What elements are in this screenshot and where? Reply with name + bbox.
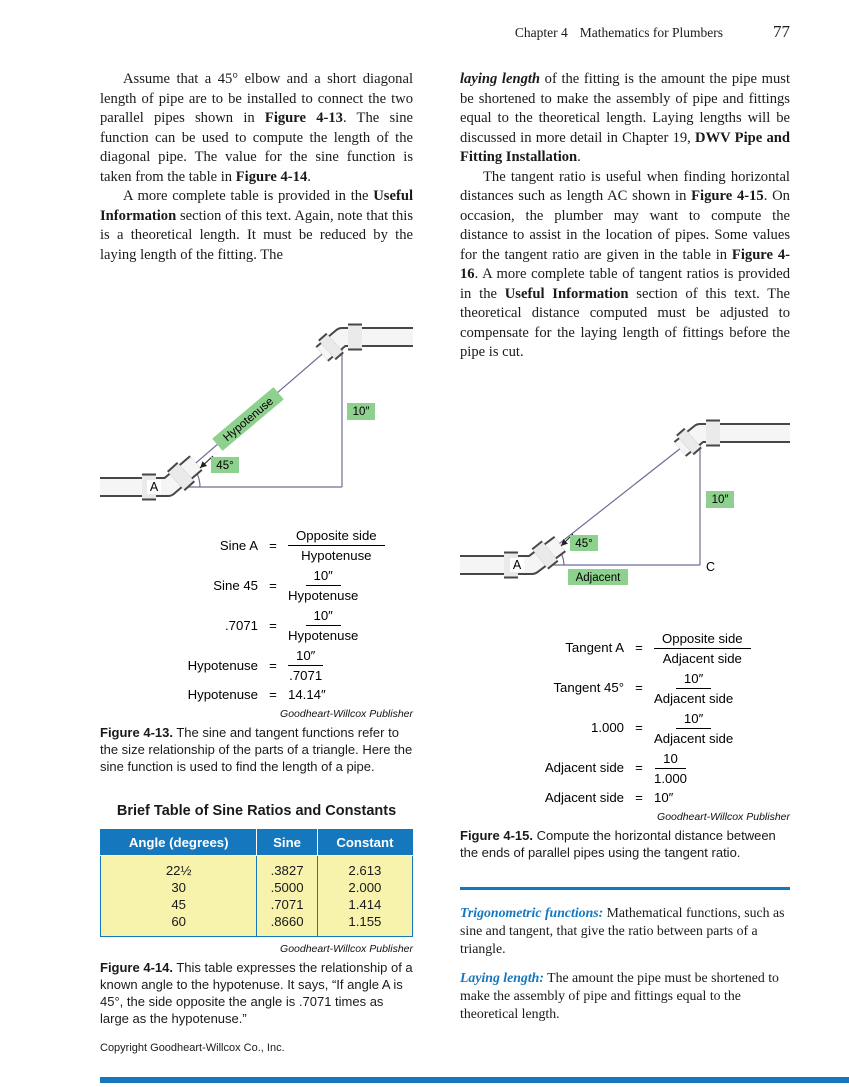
figure-4-13-caption: Figure 4-13. The sine and tangent functions refer to the size relationship of the parts of a triangle. Here the sine function is used to find the length of a pipe. (100, 725, 413, 774)
publisher-credit: Goodheart-Willcox Publisher (280, 943, 413, 955)
svg-text:10″: 10″ (711, 493, 729, 506)
glossary-divider (460, 887, 790, 890)
upper-pipe (680, 433, 790, 449)
chapter-title: Mathematics for Plumbers (579, 25, 723, 40)
paragraph: laying length of the fitting is the amount the pipe must be shortened to make the assembly of pipe and fittings equal to the theoretical length. Laying lengths will be discussed in more detail in Chapter 19, DWV Pipe and Fitting Installation. (460, 71, 791, 165)
angle-label (211, 457, 239, 473)
publisher-credit: Goodheart-Willcox Publisher (657, 810, 790, 823)
page-bottom-bar (100, 1077, 849, 1083)
equation-row: Sine 45 = $\frac{10''}{\text{Hypotenuse}}$ (213, 568, 359, 603)
figure-4-13 (100, 291, 413, 511)
figure-4-15-diagram (460, 393, 790, 603)
left-column (100, 70, 413, 1027)
glossary-entry: Trigonometric functions: Mathematical functions, such as sine and tangent, that give the ratio between parts of a triangle. (460, 904, 785, 956)
svg-text:10″: 10″ (352, 406, 370, 418)
equation-row: Hypotenuse = $\frac{10''}{.7071}$ (187, 648, 323, 683)
length-label (706, 491, 734, 508)
vertex-a-label (510, 558, 524, 572)
svg-text:45°: 45° (575, 537, 593, 550)
table-row: 30 .5000 2.000 (101, 879, 413, 896)
sine-ratio-table (100, 829, 413, 937)
table-row: 45 .7071 1.414 (101, 896, 413, 913)
angle-label (570, 535, 598, 551)
equation-row: Tangent A = $\frac{\text{Opposite side}}{\text{Adjacent side}}$ (520, 630, 790, 666)
equation-row: Adjacent side = $\frac{10}{1.000}$ (544, 750, 688, 786)
paragraph: Assume that a 45° elbow and a short diagonal length of pipe are to be installed to connect the two parallel pipes shown in Figure 4-13. The sine function can be used to compute the length of the diagonal pipe. The value for the sine function is taken from the table in Figure 4-14. (100, 71, 413, 185)
table-header-cell: Angle (degrees) (101, 830, 257, 856)
svg-text:A: A (512, 557, 522, 572)
table-header-cell: Sine (257, 830, 317, 856)
figure-4-14-caption: Figure 4-14. This table expresses the relationship of a known angle to the hypotenuse. It says, “If angle A is 45°, the side opposite the angle is .7071 times as large as the hypotenuse.” (100, 960, 413, 1026)
equation-row: Sine A = $\frac{\text{Opposite side}}{\text{Hypotenuse}}$ (154, 527, 413, 563)
equation-row: Hypotenuse = 14.14″ (187, 687, 326, 702)
figure-4-15-caption: Figure 4-15. Compute the horizontal distance between the ends of parallel pipes using the tangent ratio. (460, 827, 776, 860)
svg-text:C: C (706, 559, 716, 574)
chapter-label: Chapter 4 (514, 25, 568, 40)
svg-text:45°: 45° (216, 460, 234, 472)
equation-row: Adjacent side = 10″ (544, 789, 674, 805)
svg-text:Adjacent: Adjacent (575, 571, 621, 584)
right-column (460, 70, 790, 1034)
adjacent-label (568, 569, 628, 585)
page-header (515, 22, 790, 42)
sine-table-title: Brief Table of Sine Ratios and Constants (116, 803, 397, 819)
equation-row: Tangent 45° = $\frac{10''}{\text{Adjacent side}}$ (553, 670, 734, 706)
hypotenuse-label (212, 387, 284, 451)
figure-4-15 (460, 393, 790, 608)
table-header-row (101, 830, 413, 856)
svg-text:Hypotenuse: Hypotenuse (221, 395, 277, 445)
copyright-notice: Copyright Goodheart-Willcox Co., Inc. (100, 1042, 285, 1054)
figure-4-13-diagram (100, 291, 413, 506)
upper-pipe (322, 337, 413, 354)
length-label (347, 403, 375, 420)
page-number: 77 (773, 22, 790, 41)
table-row: 60 .8660 1.155 (101, 913, 413, 937)
publisher-credit: Goodheart-Willcox Publisher (280, 708, 413, 720)
table-header-cell: Constant (317, 830, 412, 856)
equation-row: 1.000 = $\frac{10''}{\text{Adjacent side}}$ (590, 710, 734, 746)
glossary-entry: Laying length: The amount the pipe must be shortened to make the assembly of pipe and fittings equal to the theoretical length. (460, 969, 779, 1021)
vertex-a-label (147, 480, 161, 494)
paragraph: A more complete table is provided in the Useful Information section of this text. Again, note that this is a theoretical length. It must be reduced by the laying length of the fitting. The (100, 188, 413, 263)
equation-row: .7071 = $\frac{10''}{\text{Hypotenuse}}$ (224, 608, 359, 643)
sine-equations (154, 527, 413, 702)
vertex-c-label (706, 560, 715, 574)
table-row: 22½ .3827 2.613 (101, 856, 413, 880)
tangent-equations (520, 630, 790, 805)
paragraph: The tangent ratio is useful when finding horizontal distances such as length AC shown in Figure 4-15. On occasion, the plumber may want to compute the distance to assist in the location of pipes. Some values for the tangent ratio are given in the table in Figure 4-16. A more complete table of tangent ratios is provided in the Useful Information section of this text. The theoretical distance computed must be adjusted to compensate for the laying length of fittings before the pipe is cut. (460, 168, 790, 360)
svg-text:A: A (149, 480, 159, 494)
